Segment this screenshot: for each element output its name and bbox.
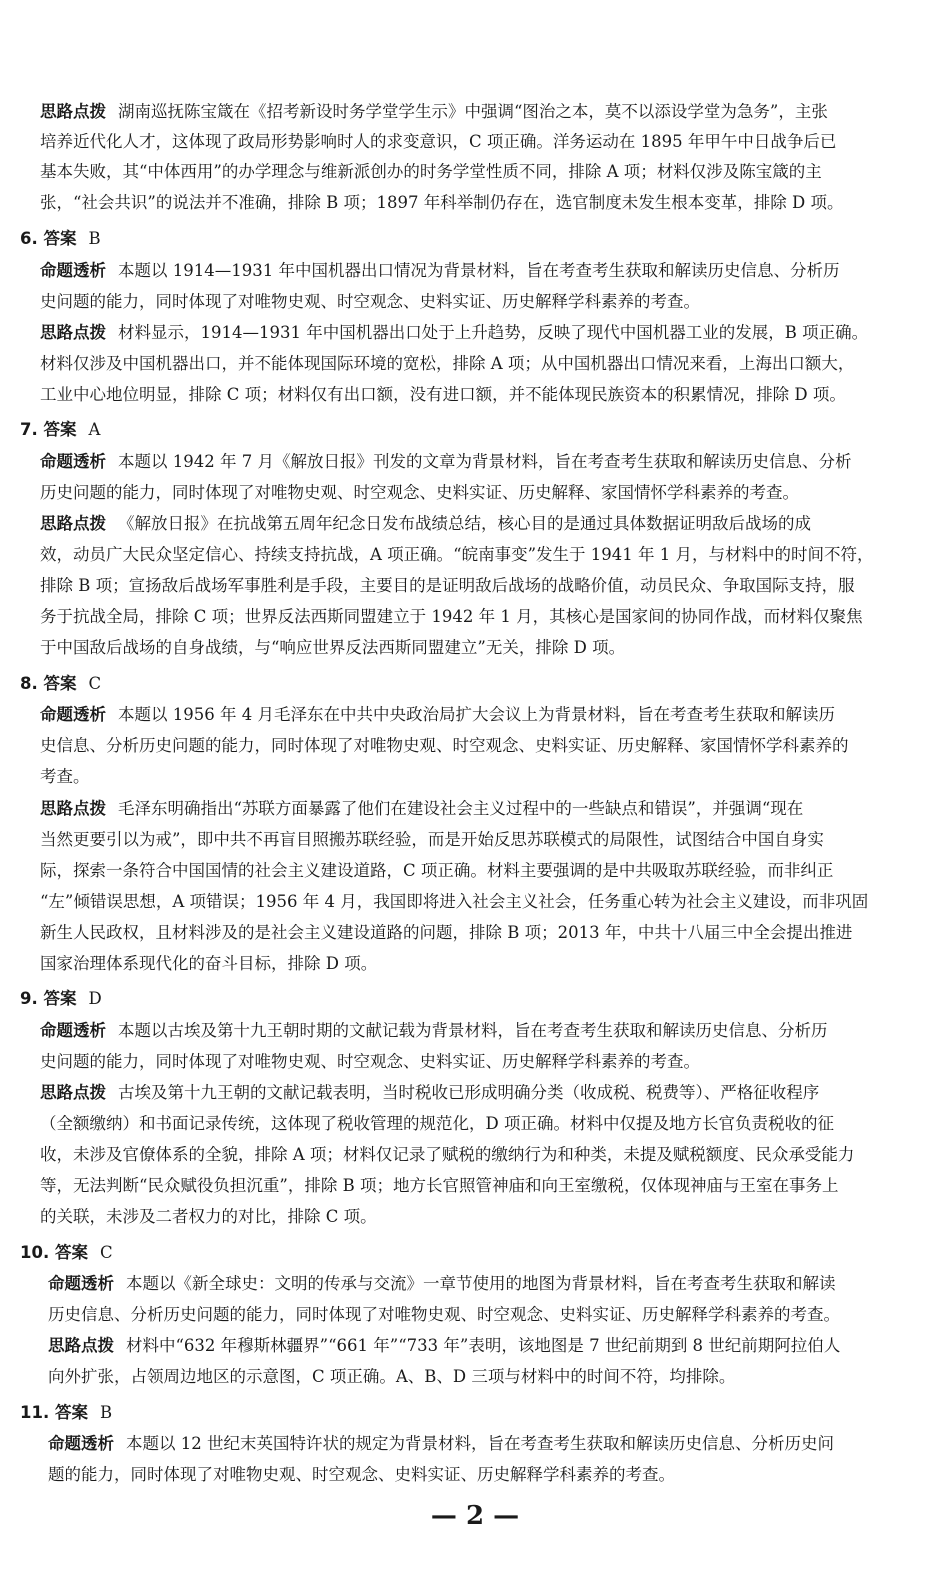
paragraph-line: 当然更要引以为戒”，即中共不再盲目照搬苏联经验，而是开始反思苏联模式的局限性，试图结合中国自身实 [40,830,824,849]
answer-value: B [88,229,101,248]
paragraph-line: 历史信息、分析历史问题的能力，同时体现了对唯物史观、时空观念、史料实证、历史解释学科素养的考查。 [48,1305,840,1324]
intent-label: 命题透析 [48,1434,114,1453]
paragraph-line: 材料仅涉及中国机器出口，并不能体现国际环境的宽松，排除 A 项；从中国机器出口情况来看，上海出口额大， [40,354,855,373]
paragraph-line: 基本失败，其“中体西用”的办学理念与维新派创办的时务学堂性质不同，排除 A 项；材料仅涉及陈宝箴的主 [40,162,822,181]
intent-label: 命题透析 [48,1274,114,1293]
paragraph-line: 张，“社会共识”的说法并不准确，排除 B 项；1897 年科举制仍存在，选官制度未发生根本变革，排除 D 项。 [40,193,844,212]
intent-label: 命题透析 [40,452,106,471]
paragraph-line: 务于抗战全局，排除 C 项；世界反法西斯同盟建立于 1942 年 1 月，其核心是国家间的协同作战，而材料仅聚焦 [40,607,863,626]
paragraph-line: 新生人民政权，且材料涉及的是社会主义建设道路的问题，排除 B 项；2013 年，中共十八届三中全会提出推进 [40,923,853,942]
paragraph-line: 题的能力，同时体现了对唯物史观、时空观念、史料实证、历史解释学科素养的考查。 [48,1465,675,1484]
intent-label: 命题透析 [40,705,106,724]
hint-label: 思路点拨 [40,799,106,818]
intent-line: 命题透析 本题以古埃及第十九王朝时期的文献记载为背景材料，旨在考查考生获取和解读历史信息、分析历 [40,1021,828,1040]
paragraph-line: 收，未涉及官僚体系的全貌，排除 A 项；材料仅记录了赋税的缴纳行为和种类，未提及赋税额度、民众承受能力 [40,1145,855,1164]
paragraph-line: 史问题的能力，同时体现了对唯物史观、时空观念、史料实证、历史解释学科素养的考查。 [40,292,700,311]
paragraph-line: 史信息、分析历史问题的能力，同时体现了对唯物史观、时空观念、史料实证、历史解释、家国情怀学科素养的 [40,736,849,755]
paragraph-line: “左”倾错误思想，A 项错误；1956 年 4 月，我国即将进入社会主义社会，任务重心转为社会主义建设，而非巩固 [40,892,869,911]
paragraph-line: 排除 B 项；宣扬敌后战场军事胜利是手段，主要目的是证明敌后战场的战略价值，动员民众、争取国际支持，服 [40,576,855,595]
answer-label: 9. 答案 [20,989,77,1008]
hint-label: 思路点拨 [40,514,106,533]
answer-label: 7. 答案 [20,420,77,439]
paragraph-line: 思路点拨 湖南巡抚陈宝箴在《招考新设时务学堂学生示》中强调“图治之本，莫不以添设学堂为急务”，主张 [40,102,828,121]
answer-value: A [88,420,101,439]
paragraph-line: 国家治理体系现代化的奋斗目标，排除 D 项。 [40,954,378,973]
answer-value: C [88,674,102,693]
answer-line [20,672,101,696]
paragraph-line: 向外扩张，占领周边地区的示意图，C 项正确。A、B、D 三项与材料中的时间不符，均排除。 [48,1367,736,1386]
paragraph-line: 等，无法判断“民众赋役负担沉重”，排除 B 项；地方长官照管神庙和向王室缴税，仅体现神庙与王室在事务上 [40,1176,839,1195]
hint-line: 思路点拨 《解放日报》在抗战第五周年纪念日发布战绩总结，核心目的是通过具体数据证明敌后战场的成 [40,514,811,533]
paragraph-line: 于中国敌后战场的自身战绩，与“响应世界反法西斯同盟建立”无关，排除 D 项。 [40,638,626,657]
hint-label: 思路点拨 [40,102,106,121]
answer-label: 10. 答案 [20,1243,88,1262]
paragraph-line: 际，探索一条符合中国国情的社会主义建设道路，C 项正确。材料主要强调的是中共吸取苏联经验，而非纠正 [40,861,834,880]
answer-line [20,1401,112,1425]
intent-line: 命题透析 本题以 1956 年 4 月毛泽东在中共中央政治局扩大会议上为背景材料，旨在考查考生获取和解读历 [40,705,835,724]
hint-label: 思路点拨 [48,1336,114,1355]
answer-line [20,1241,113,1265]
paragraph-line: 培养近代化人才，这体现了政局形势影响时人的求变意识，C 项正确。洋务运动在 1895 年甲午中日战争后已 [40,132,837,151]
answer-value: C [99,1243,113,1262]
answer-label: 6. 答案 [20,229,77,248]
page-number: — 2 — [430,1501,520,1531]
intent-line: 命题透析 本题以 1914—1931 年中国机器出口情况为背景材料，旨在考查考生获取和解读历史信息、分析历 [40,261,840,280]
hint-line: 思路点拨 材料中“632 年穆斯林疆界”“661 年”“733 年”表明，该地图是 7 世纪前期到 8 世纪前期阿拉伯人 [48,1336,841,1355]
intent-line: 命题透析 本题以《新全球史：文明的传承与交流》一章节使用的地图为背景材料，旨在考查考生获取和解读 [48,1274,836,1293]
hint-line: 思路点拨 古埃及第十九王朝的文献记载表明，当时税收已形成明确分类（收成税、税费等）、严格征收程序 [40,1083,820,1102]
paragraph-line: 工业中心地位明显，排除 C 项；材料仅有出口额，没有进口额，并不能体现民族资本的积累情况，排除 D 项。 [40,385,846,404]
intent-line: 命题透析 本题以 12 世纪末英国特许状的规定为背景材料，旨在考查考生获取和解读历史信息、分析历史问 [48,1434,834,1453]
paragraph-line: 史问题的能力，同时体现了对唯物史观、时空观念、史料实证、历史解释学科素养的考查。 [40,1052,700,1071]
paragraph-line: 考查。 [40,767,90,786]
answer-label: 11. 答案 [20,1403,88,1422]
answer-line [20,227,101,251]
intent-label: 命题透析 [40,261,106,280]
hint-line: 思路点拨 材料显示，1914—1931 年中国机器出口处于上升趋势，反映了现代中国机器工业的发展，B 项正确。 [40,323,869,342]
answer-line [20,418,100,442]
answer-line [20,987,102,1011]
hint-label: 思路点拨 [40,323,106,342]
paragraph-line: 历史问题的能力，同时体现了对唯物史观、时空观念、史料实证、历史解释、家国情怀学科素养的考查。 [40,483,799,502]
intent-line: 命题透析 本题以 1942 年 7 月《解放日报》刊发的文章为背景材料，旨在考查考生获取和解读历史信息、分析 [40,452,852,471]
answer-value: B [99,1403,113,1422]
answer-value: D [88,989,102,1008]
intent-label: 命题透析 [40,1021,106,1040]
paragraph-line: （全额缴纳）和书面记录传统，这体现了税收管理的规范化，D 项正确。材料中仅提及地方长官负责税收的征 [40,1114,834,1133]
paragraph-line: 的关联，未涉及二者权力的对比，排除 C 项。 [40,1207,377,1226]
answer-label: 8. 答案 [20,674,77,693]
paragraph-line: 效，动员广大民众坚定信心、持续支持抗战，A 项正确。“皖南事变”发生于 1941 年 1 月，与材料中的时间不符， [40,545,874,564]
hint-line: 思路点拨 毛泽东明确指出“苏联方面暴露了他们在建设社会主义过程中的一些缺点和错误”，并强调“现在 [40,799,804,818]
hint-label: 思路点拨 [40,1083,106,1102]
